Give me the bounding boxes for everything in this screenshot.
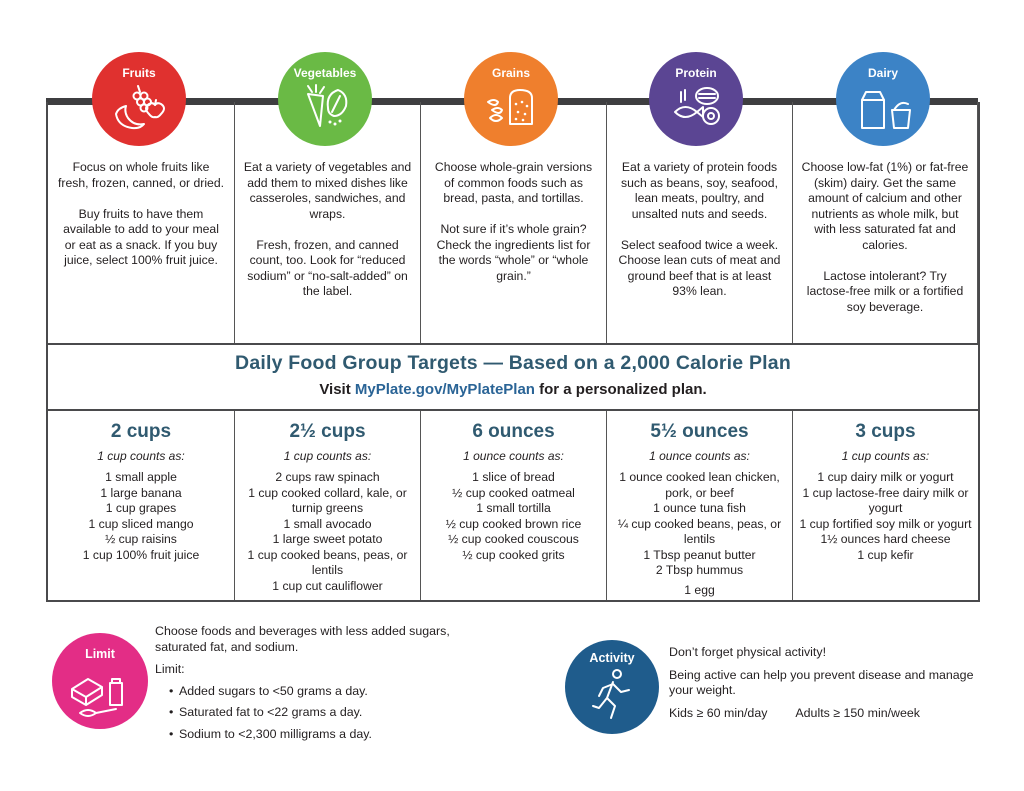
limit-intro: Choose foods and beverages with less added sugars, saturated fat, and sodium. — [155, 624, 450, 654]
vegetables-counts-list — [235, 470, 420, 594]
fruits-badge — [92, 52, 186, 146]
grain-icon — [464, 52, 558, 146]
grains-counts-list — [421, 470, 606, 563]
grains-desc-2: Not sure if it’s whole grain? Check the ingredients list for the words “whole” or “whole grain.” — [436, 222, 591, 283]
fruits-target-cell — [48, 411, 235, 600]
list-item: 1 cup cooked collard, kale, or turnip greens — [248, 485, 407, 515]
protein-counts-list — [607, 470, 792, 598]
dairy-counts-label: 1 cup counts as: — [841, 449, 930, 463]
list-item: ½ cup cooked grits — [462, 547, 565, 562]
limit-list — [167, 684, 465, 743]
list-item: ½ cup cooked brown rice — [445, 516, 582, 531]
targets-banner — [48, 345, 978, 409]
list-item: 1 small tortilla — [476, 501, 551, 515]
list-item: • Added sugars to <50 grams a day. — [167, 684, 465, 700]
list-item: 1 small apple — [105, 470, 177, 484]
list-item: 1 cup grapes — [105, 501, 177, 515]
protein-label: Protein — [675, 66, 717, 80]
limit-list-label: Limit: — [155, 662, 185, 676]
fruit-icon — [92, 52, 186, 146]
vegetables-desc-2: Fresh, frozen, and canned count, too. Look for “reduced sodium” or “no-salt-added” on the label. — [247, 237, 408, 298]
vegetables-badge — [278, 52, 372, 146]
list-item: 1 small avocado — [283, 516, 372, 531]
list-item: 2 cups raw spinach — [275, 470, 380, 484]
list-item: 1 cup fortified soy milk or yogurt — [799, 516, 972, 531]
fruits-desc-1: Focus on whole fruits like fresh, frozen, canned, or dried. — [58, 160, 224, 190]
list-item: 1 egg — [684, 582, 715, 597]
banner-sub-prefix: Visit — [319, 381, 355, 398]
protein-amount: 5½ ounces — [650, 421, 749, 442]
list-item: 1 ounce cooked lean chicken, pork, or beef — [619, 470, 780, 500]
list-item: 1 large banana — [100, 485, 182, 500]
protein-desc-1: Eat a variety of protein foods such as beans, soy, seafood, lean meats, poultry, and unsalted nuts and seeds. — [621, 160, 778, 221]
activity-minutes — [669, 706, 989, 722]
dairy-label: Dairy — [867, 66, 899, 80]
dairy-desc-1: Choose low-fat (1%) or fat-free (skim) dairy. Get the same amount of calcium and other nutrients as whole milk, but with less saturated fat and calories. — [801, 160, 969, 252]
grains-badge — [464, 52, 558, 146]
protein-desc-2: Select seafood twice a week. Choose lean cuts of meat and ground beef that is at least 93% lean. — [618, 237, 781, 298]
list-item: 1 cup cooked beans, peas, or lentils — [247, 547, 408, 577]
grains-target-cell — [421, 411, 607, 600]
fruits-amount: 2 cups — [110, 421, 172, 442]
banner-sub-suffix: for a personalized plan. — [534, 381, 707, 398]
banner-subtitle — [48, 381, 978, 398]
activity-kids: Kids ≥ 60 min/day — [669, 705, 768, 720]
myplate-link[interactable] — [355, 381, 535, 398]
list-item: ¼ cup cooked beans, peas, or lentils — [617, 516, 782, 546]
myplate-link-bold: MyPlate — [354, 381, 412, 398]
list-item: 1 cup kefir — [857, 547, 914, 562]
protein-target-cell — [607, 411, 793, 600]
limit-label: Limit — [85, 647, 115, 661]
list-item: 1 slice of bread — [472, 470, 555, 484]
grains-label: Grains — [491, 66, 530, 80]
fruits-desc-2: Buy fruits to have them available to add to your meal or eat as a snack. If you buy juice, select 100% fruit juice. — [63, 206, 219, 267]
dairy-badge — [836, 52, 930, 146]
activity-adults: Adults ≥ 150 min/week — [795, 705, 920, 720]
limit-badge — [52, 633, 148, 729]
dairy-amount: 3 cups — [855, 421, 916, 442]
protein-icon — [649, 52, 743, 146]
vegetables-label: Vegetables — [293, 66, 357, 80]
list-item: 1 cup cut cauliflower — [272, 578, 383, 593]
list-item: 1½ ounces hard cheese — [820, 532, 951, 546]
fruits-counts-list — [48, 470, 234, 563]
dairy-icon — [836, 52, 930, 146]
fruits-label: Fruits — [122, 66, 156, 80]
list-item: 1 large sweet potato — [272, 532, 383, 546]
list-item: 1 Tbsp peanut butter — [643, 547, 756, 562]
grains-counts-label: 1 ounce counts as: — [463, 449, 564, 463]
dairy-counts-list — [793, 470, 978, 563]
list-item: 2 Tbsp hummus — [655, 563, 744, 577]
banner-title: Daily Food Group Targets — Based on a 2,000 Calorie Plan — [235, 352, 791, 374]
activity-line-2: Being active can help you prevent disease and manage your weight. — [669, 667, 974, 697]
list-item: ½ cup cooked oatmeal — [452, 485, 575, 500]
sugar-salt-icon — [52, 633, 148, 729]
vegetables-amount: 2½ cups — [289, 421, 366, 442]
fruits-counts-label: 1 cup counts as: — [97, 449, 185, 463]
myplate-link-rest: .gov/MyPlatePlan — [411, 381, 535, 398]
dairy-desc-2: Lactose intolerant? Try lactose-free milk or a fortified soy beverage. — [806, 268, 964, 314]
runner-icon — [565, 640, 659, 734]
activity-label: Activity — [589, 651, 635, 665]
activity-line-1: Don’t forget physical activity! — [669, 645, 827, 659]
dairy-target-cell — [793, 411, 978, 600]
list-item: • Sodium to <2,300 milligrams a day. — [167, 727, 465, 743]
vegetables-target-cell — [235, 411, 421, 600]
list-item: 1 ounce tuna fish — [653, 501, 746, 515]
list-item: ½ cup raisins — [105, 532, 177, 546]
list-item: ½ cup cooked couscous — [448, 532, 579, 546]
list-item: 1 cup dairy milk or yogurt — [817, 470, 954, 484]
protein-counts-label: 1 ounce counts as: — [649, 449, 750, 463]
vegetables-counts-label: 1 cup counts as: — [283, 449, 372, 463]
activity-text — [669, 645, 989, 721]
limit-text — [155, 624, 465, 748]
list-item: 1 cup 100% fruit juice — [82, 547, 200, 562]
vegetable-icon — [278, 52, 372, 146]
list-item: • Saturated fat to <22 grams a day. — [167, 705, 465, 721]
vegetables-desc-1: Eat a variety of vegetables and add them to mixed dishes like casseroles, sandwiches, and wraps. — [243, 160, 412, 221]
activity-badge — [565, 640, 659, 734]
protein-badge — [649, 52, 743, 146]
grains-amount: 6 ounces — [472, 421, 555, 442]
grains-desc-1: Choose whole-grain versions of common foods such as bread, pasta, and tortillas. — [434, 160, 593, 205]
list-item: 1 cup lactose-free dairy milk or yogurt — [802, 485, 969, 515]
food-group-table — [46, 102, 980, 602]
list-item: 1 cup sliced mango — [88, 516, 194, 531]
